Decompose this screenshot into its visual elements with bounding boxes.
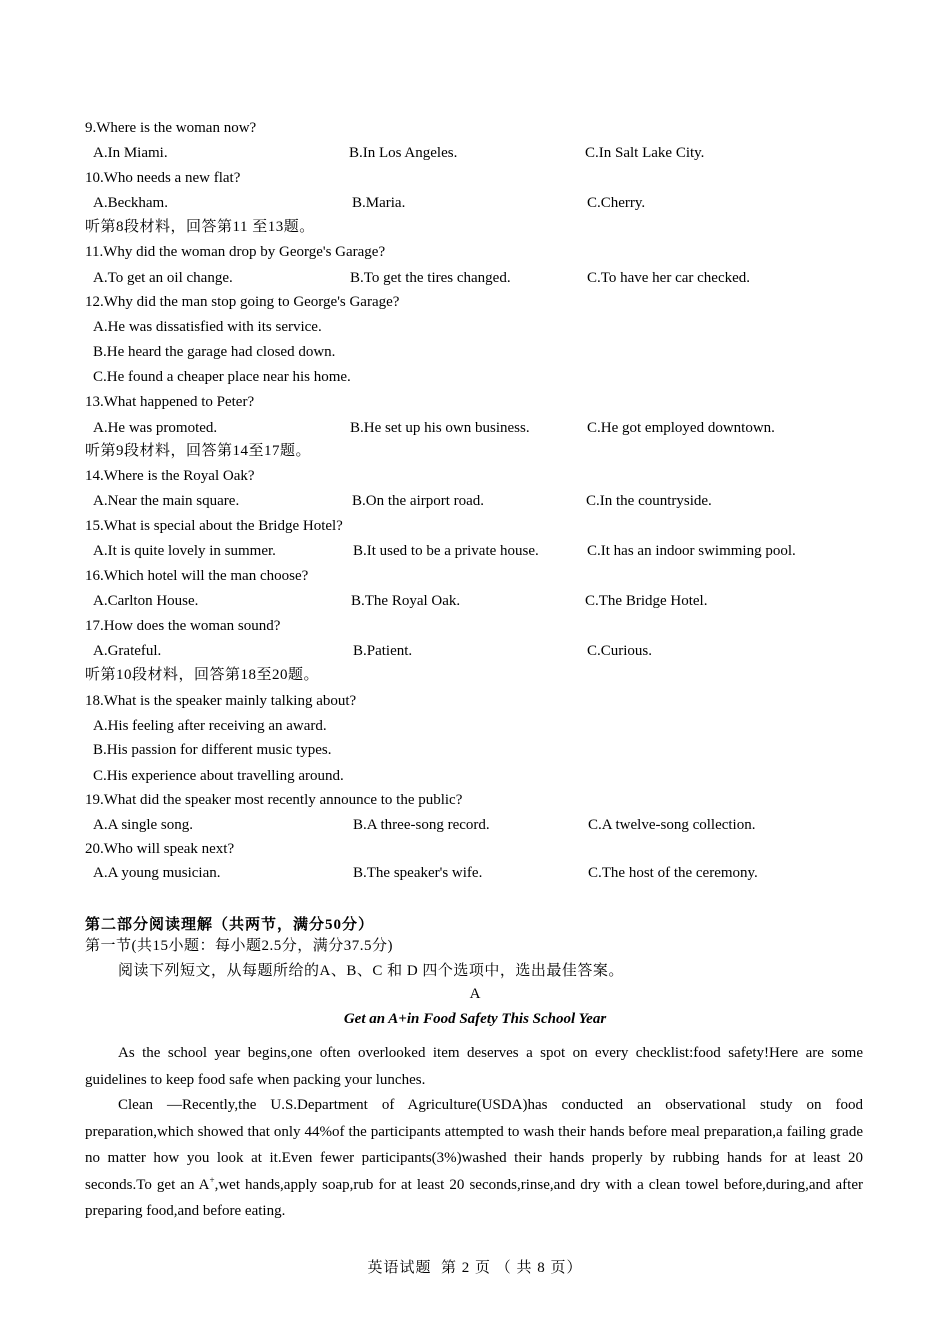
passage-title: Get an A+in Food Safety This School Year xyxy=(343,1011,607,1027)
segment-instruction: 听第9段材料，回答第14至17题。 xyxy=(85,443,312,459)
question-stem: 19.What did the speaker most recently announce to the public? xyxy=(85,792,463,808)
question-stem: 15.What is special about the Bridge Hotel? xyxy=(85,518,343,534)
option-c: C.He found a cheaper place near his home. xyxy=(93,369,351,385)
option-a: A.Beckham. xyxy=(93,195,168,211)
passage-paragraph: As the school year begins,one often overlooked item deserves a spot on every checklist:food safety!Here are some guidelines to keep food safe when packing your lunches. xyxy=(85,1045,863,1088)
option-c: C.Curious. xyxy=(587,643,653,659)
option-c: C.In Salt Lake City. xyxy=(585,145,705,161)
question-stem: 13.What happened to Peter? xyxy=(85,394,255,410)
page-footer: 英语试题 第 2 页 （ 共 8 页） xyxy=(367,1260,583,1276)
question-stem: 17.How does the woman sound? xyxy=(85,618,281,634)
option-a: A.Carlton House. xyxy=(93,593,199,609)
question-stem: 9.Where is the woman now? xyxy=(85,120,257,136)
option-c: C.The Bridge Hotel. xyxy=(585,593,708,609)
paragraph-text: Clean —Recently,the U.S.Department of Agriculture(USDA)has conducted an observational study on food preparation,which showed that only 44%of the participants attempted to wash their hands before meal preparation,a failing grade no matter how you look at it.Even fewer participants(3%)washed their hands properly by rubbing hands for at least 20 seconds.To get an A xyxy=(85,1097,863,1193)
option-a: A.It is quite lovely in summer. xyxy=(93,543,276,559)
option-b: B.In Los Angeles. xyxy=(349,145,458,161)
option-a: A.His feeling after receiving an award. xyxy=(93,718,327,734)
option-c: C.A twelve-song collection. xyxy=(588,817,756,833)
option-c: C.In the countryside. xyxy=(586,493,712,509)
reading-instruction: 阅读下列短文，从每题所给的A、B、C 和 D 四个选项中，选出最佳答案。 xyxy=(118,963,624,979)
question-stem: 18.What is the speaker mainly talking about? xyxy=(85,693,357,709)
question-stem: 12.Why did the man stop going to George's Garage? xyxy=(85,294,400,310)
option-b: B.Patient. xyxy=(353,643,413,659)
passage-paragraph xyxy=(85,1092,863,1225)
option-a: A.Grateful. xyxy=(93,643,162,659)
question-stem: 11.Why did the woman drop by George's Garage? xyxy=(85,244,386,260)
option-b: B.The speaker's wife. xyxy=(353,865,483,881)
superscript: + xyxy=(209,1174,215,1185)
option-b: B.He set up his own business. xyxy=(350,420,530,436)
option-c: C.His experience about travelling around. xyxy=(93,768,344,784)
option-a: A.He was dissatisfied with its service. xyxy=(93,319,322,335)
option-c: C.The host of the ceremony. xyxy=(588,865,758,881)
option-b: B.A three-song record. xyxy=(353,817,490,833)
option-a: A.Near the main square. xyxy=(93,493,240,509)
passage-letter: A xyxy=(469,986,481,1002)
segment-instruction: 听第10段材料，回答第18至20题。 xyxy=(85,667,320,683)
option-b: B.He heard the garage had closed down. xyxy=(93,344,336,360)
option-b: B.On the airport road. xyxy=(352,493,485,509)
option-b: B.Maria. xyxy=(352,195,406,211)
option-c: C.To have her car checked. xyxy=(587,270,751,286)
option-c: C.He got employed downtown. xyxy=(587,420,775,436)
question-stem: 10.Who needs a new flat? xyxy=(85,170,241,186)
option-c: C.It has an indoor swimming pool. xyxy=(587,543,796,559)
question-stem: 20.Who will speak next? xyxy=(85,841,235,857)
paragraph-text: ,wet hands,apply soap,rub for at least 20 seconds,rinse,and dry with a clean towel before,during,and after preparing food,and before eating. xyxy=(85,1176,863,1219)
option-a: A.He was promoted. xyxy=(93,420,218,436)
option-a: A.A young musician. xyxy=(93,865,221,881)
option-b: B.To get the tires changed. xyxy=(350,270,511,286)
option-b: B.His passion for different music types. xyxy=(93,742,332,758)
option-a: A.To get an oil change. xyxy=(93,270,233,286)
section-heading: 第一节(共15小题：每小题2.5分，满分37.5分) xyxy=(85,938,393,954)
option-b: B.The Royal Oak. xyxy=(351,593,461,609)
question-stem: 16.Which hotel will the man choose? xyxy=(85,568,309,584)
option-c: C.Cherry. xyxy=(587,195,646,211)
option-b: B.It used to be a private house. xyxy=(353,543,539,559)
segment-instruction: 听第8段材料，回答第11 至13题。 xyxy=(85,219,315,235)
part-heading: 第二部分阅读理解（共两节，满分50分） xyxy=(85,917,375,933)
option-a: A.A single song. xyxy=(93,817,194,833)
question-stem: 14.Where is the Royal Oak? xyxy=(85,468,255,484)
option-a: A.In Miami. xyxy=(93,145,168,161)
